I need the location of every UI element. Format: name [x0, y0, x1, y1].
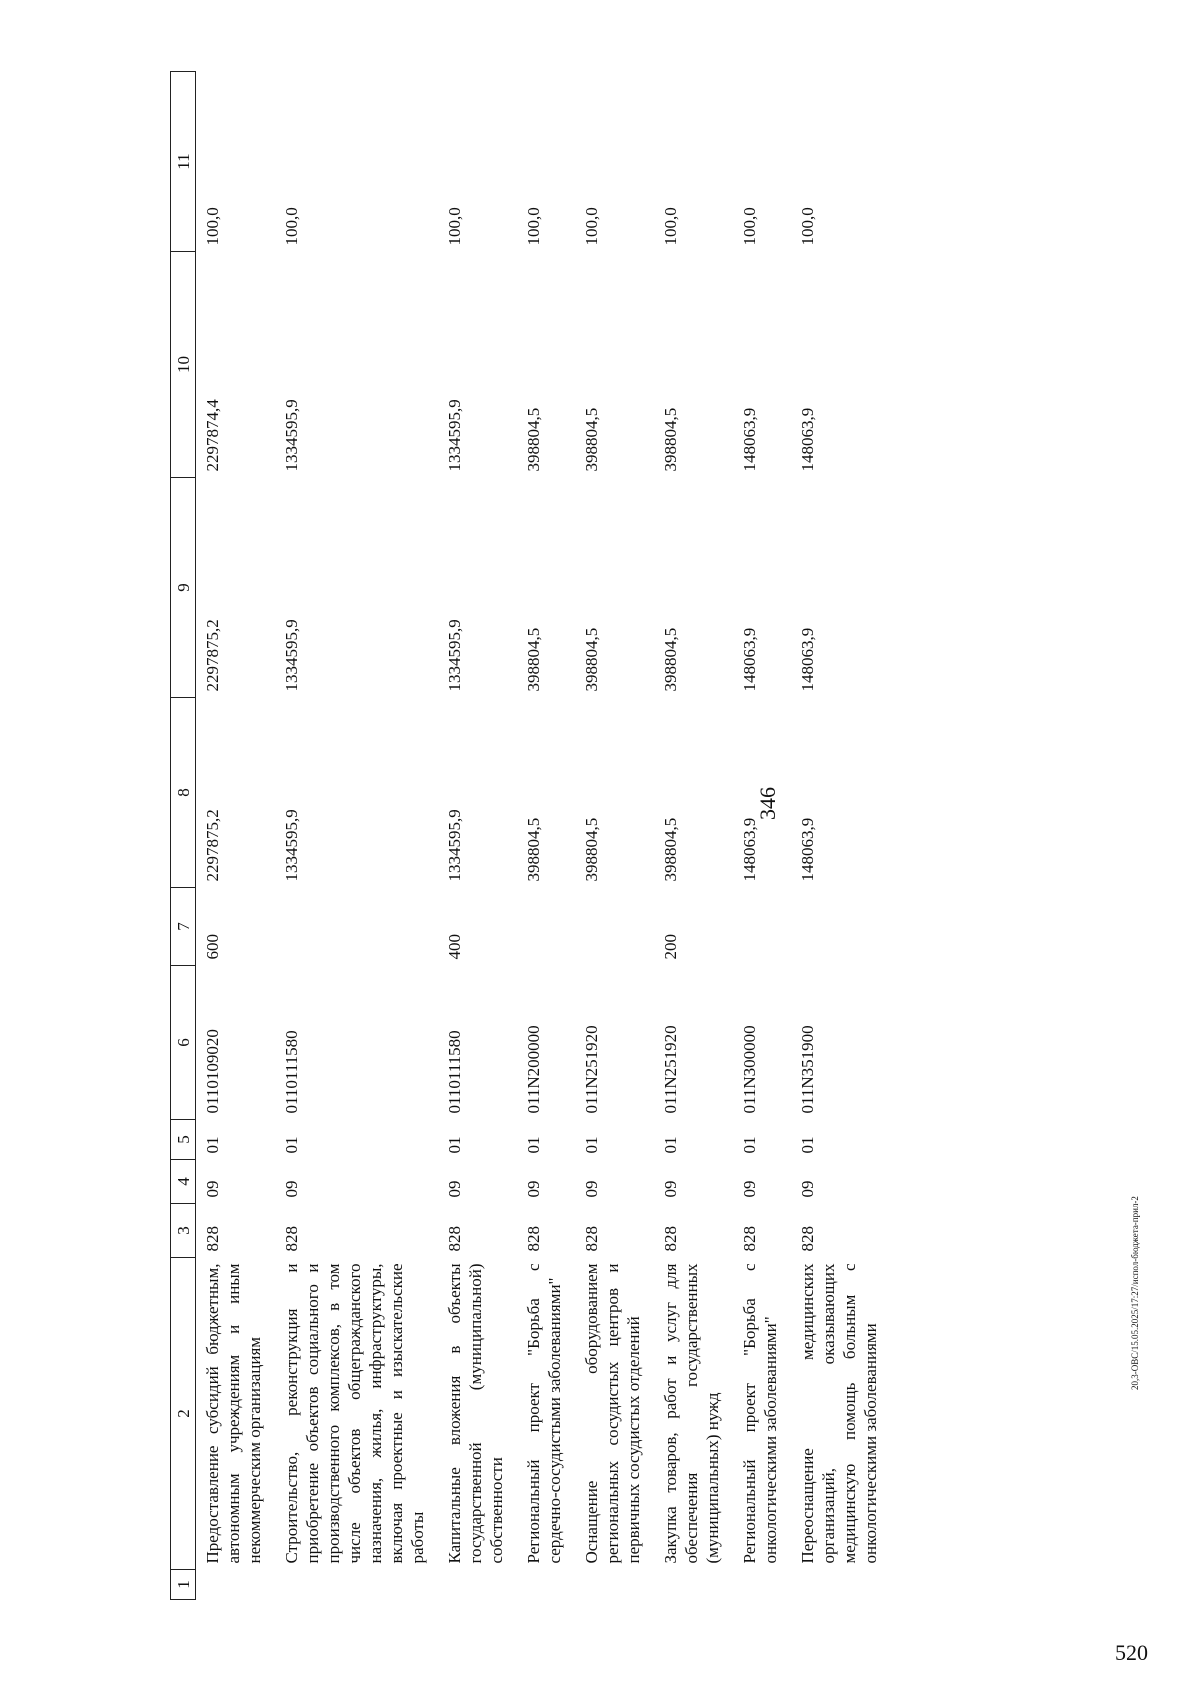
cell-col10: 398804,5 — [582, 407, 601, 472]
cell-col6: 0110109020 — [203, 1029, 222, 1114]
cell-col4: 09 — [282, 1180, 301, 1198]
cell-col9: 148063,9 — [798, 627, 817, 692]
cell-col3: 828 — [582, 1226, 601, 1252]
cell-col8: 398804,5 — [661, 817, 680, 882]
cell-col9: 398804,5 — [524, 627, 543, 692]
cell-col5: 01 — [740, 1136, 759, 1154]
table-row — [791, 72, 891, 1600]
cell-description: Строительство, реконструкция и приобретение объектов социального и производственного комплексов, в том числе объектов общегражданского назначения, жилья, инфраструктуры, включая проектные и изыскательские работы — [282, 1263, 427, 1564]
column-header: 7 — [171, 888, 196, 966]
cell-col10: 1334595,9 — [445, 399, 464, 472]
column-header: 5 — [171, 1120, 196, 1160]
cell-col3: 828 — [740, 1226, 759, 1252]
cell-col1 — [517, 1570, 575, 1600]
cell-col4: 09 — [524, 1180, 543, 1198]
cell-col3: 828 — [661, 1226, 680, 1252]
cell-col11: 100,0 — [203, 207, 222, 246]
cell-col6: 011N351900 — [798, 1025, 817, 1114]
cell-col8: 148063,9 — [740, 817, 759, 882]
cell-col1 — [654, 1570, 733, 1600]
cell-col8: 2297875,2 — [203, 809, 222, 882]
cell-col11: 100,0 — [445, 207, 464, 246]
cell-col1 — [196, 1570, 276, 1600]
cell-col8: 148063,9 — [798, 817, 817, 882]
cell-col4: 09 — [661, 1180, 680, 1198]
cell-col3: 828 — [282, 1226, 301, 1252]
column-header: 1 — [171, 1570, 196, 1600]
document-stamp: 20,3-ОВС/15.05.2025/17:27/испол-бюджета-прил-2 — [1130, 1196, 1140, 1390]
table-row — [196, 72, 276, 1600]
cell-col1 — [791, 1570, 891, 1600]
cell-col10: 398804,5 — [661, 407, 680, 472]
cell-col10: 148063,9 — [740, 407, 759, 472]
table-row — [575, 72, 654, 1600]
cell-col4: 09 — [740, 1180, 759, 1198]
cell-col10: 398804,5 — [524, 407, 543, 472]
cell-col7: 400 — [445, 934, 464, 960]
cell-col5: 01 — [445, 1136, 464, 1154]
cell-col1 — [438, 1570, 517, 1600]
cell-col4: 09 — [582, 1180, 601, 1198]
cell-col4: 09 — [798, 1180, 817, 1198]
table-row — [733, 72, 791, 1600]
cell-col1 — [275, 1570, 438, 1600]
cell-col9: 1334595,9 — [282, 619, 301, 692]
cell-col7 — [275, 888, 438, 966]
cell-col11: 100,0 — [582, 207, 601, 246]
cell-col1 — [733, 1570, 791, 1600]
cell-col5: 01 — [282, 1136, 301, 1154]
table-row — [438, 72, 517, 1600]
cell-col6: 011N200000 — [524, 1025, 543, 1114]
cell-col7 — [791, 888, 891, 966]
column-header: 11 — [171, 72, 196, 252]
cell-col7 — [517, 888, 575, 966]
column-header: 2 — [171, 1258, 196, 1570]
cell-col3: 828 — [203, 1226, 222, 1252]
cell-col8: 398804,5 — [582, 817, 601, 882]
cell-col9: 1334595,9 — [445, 619, 464, 692]
cell-col11: 100,0 — [740, 207, 759, 246]
cell-col10: 2297874,4 — [203, 399, 222, 472]
cell-col3: 828 — [524, 1226, 543, 1252]
cell-col9: 398804,5 — [661, 627, 680, 692]
cell-col10: 148063,9 — [798, 407, 817, 472]
cell-col9: 148063,9 — [740, 627, 759, 692]
cell-col11: 100,0 — [798, 207, 817, 246]
cell-col11: 100,0 — [282, 207, 301, 246]
cell-col5: 01 — [582, 1136, 601, 1154]
column-header: 8 — [171, 698, 196, 888]
cell-description: Капитальные вложения в объекты государственной (муниципальной) собственности — [445, 1263, 506, 1564]
cell-col3: 828 — [798, 1226, 817, 1252]
cell-col8: 398804,5 — [524, 817, 543, 882]
cell-col11: 100,0 — [661, 207, 680, 246]
cell-col6: 011N300000 — [740, 1025, 759, 1114]
cell-col6: 011N251920 — [661, 1025, 680, 1114]
rotated-table-container — [170, 72, 1070, 1600]
cell-description: Оснащение оборудованием региональных сосудистых центров и первичных сосудистых отделений — [582, 1263, 643, 1564]
cell-col8: 1334595,9 — [445, 809, 464, 882]
column-header: 3 — [171, 1204, 196, 1258]
column-header: 6 — [171, 966, 196, 1120]
cell-description: Переоснащение медицинских организаций, оказывающих медицинскую помощь больным с онкологическими заболеваниями — [798, 1263, 880, 1564]
table-row — [517, 72, 575, 1600]
table-header-row — [171, 72, 196, 1600]
cell-col5: 01 — [661, 1136, 680, 1154]
page-number-bottom: 520 — [1115, 1640, 1148, 1665]
cell-col6: 0110111580 — [282, 1030, 301, 1114]
cell-col4: 09 — [203, 1180, 222, 1198]
column-header: 9 — [171, 478, 196, 698]
cell-description: Предоставление субсидий бюджетным, автономным учреждениям и иным некоммерческим организациям — [203, 1263, 264, 1564]
cell-col6: 011N251920 — [582, 1025, 601, 1114]
cell-col5: 01 — [524, 1136, 543, 1154]
cell-description: Региональный проект "Борьба с сердечно-сосудистыми заболеваниями" — [524, 1263, 564, 1564]
cell-col1 — [575, 1570, 654, 1600]
column-header: 4 — [171, 1160, 196, 1204]
cell-col7: 600 — [203, 934, 222, 960]
cell-col9: 398804,5 — [582, 627, 601, 692]
cell-col11: 100,0 — [524, 207, 543, 246]
cell-col6: 0110111580 — [445, 1030, 464, 1114]
cell-col5: 01 — [798, 1136, 817, 1154]
cell-col9: 2297875,2 — [203, 619, 222, 692]
budget-table — [170, 71, 891, 1600]
cell-col7: 200 — [661, 934, 680, 960]
cell-description: Закупка товаров, работ и услуг для обеспечения государственных (муниципальных) нужд — [661, 1263, 722, 1564]
cell-col7 — [733, 888, 791, 966]
table-row — [654, 72, 733, 1600]
cell-col4: 09 — [445, 1180, 464, 1198]
cell-col10: 1334595,9 — [282, 399, 301, 472]
cell-col8: 1334595,9 — [282, 809, 301, 882]
column-header: 10 — [171, 252, 196, 478]
cell-col3: 828 — [445, 1226, 464, 1252]
table-row — [275, 72, 438, 1600]
page-number-top: 346 — [755, 787, 780, 820]
cell-col7 — [575, 888, 654, 966]
cell-description: Региональный проект "Борьба с онкологическими заболеваниями" — [740, 1263, 780, 1564]
cell-col5: 01 — [203, 1136, 222, 1154]
